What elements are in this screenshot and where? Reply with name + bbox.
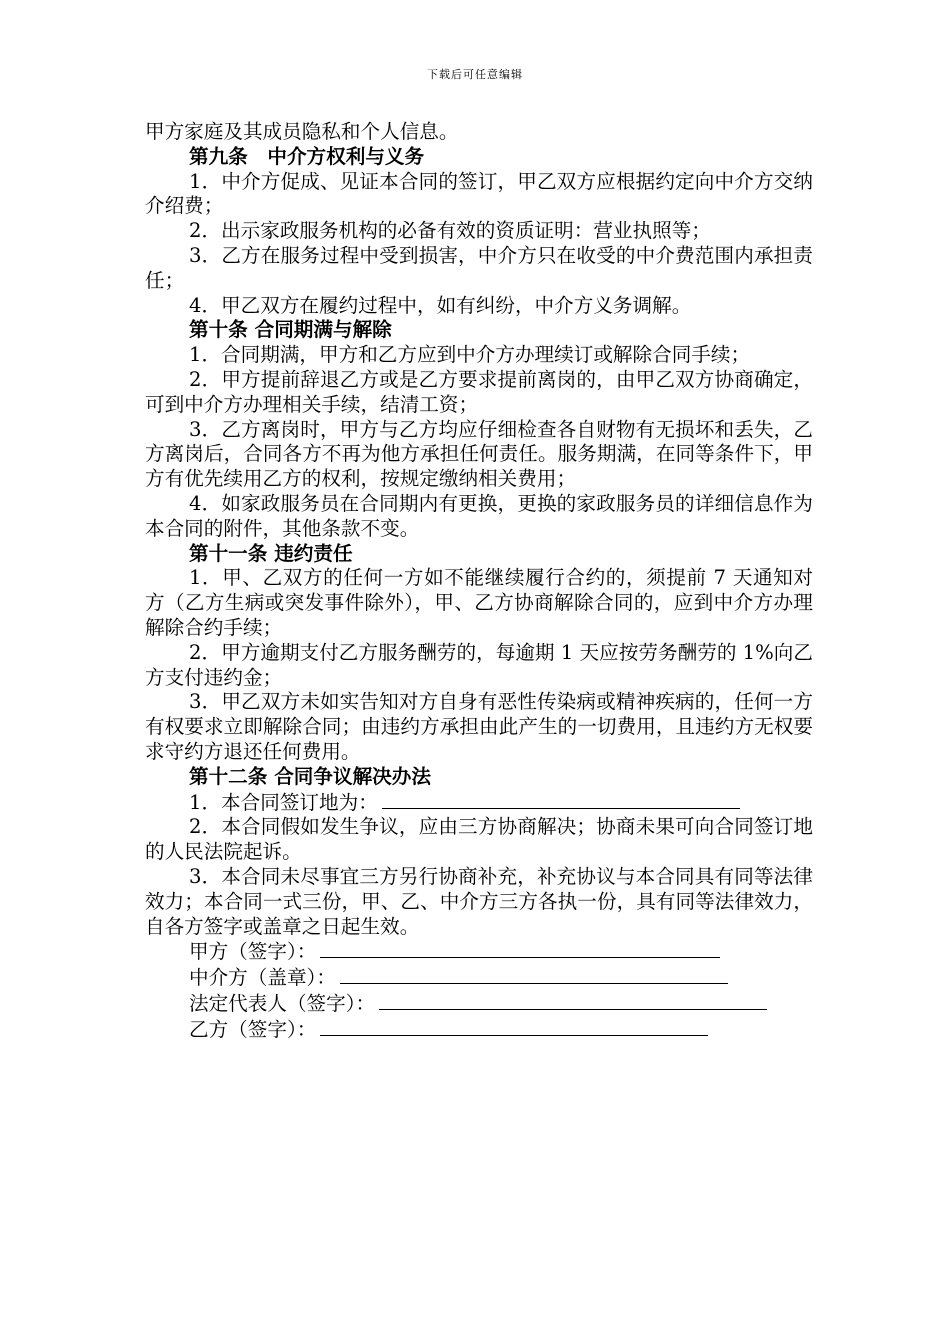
signing-place-blank[interactable] (382, 790, 740, 809)
section-heading: 第十二条 合同争议解决办法 (189, 764, 431, 788)
signature-line-party-a (145, 939, 813, 965)
clause: 2．甲方提前辞退乙方或是乙方要求提前离岗的，由甲乙双方协商确定，可到中介方办理相关手续，结清工资； (145, 367, 813, 416)
section-heading: 第十一条 违约责任 (189, 541, 353, 565)
clause: 1．中介方促成、见证本合同的签订，甲乙双方应根据约定向中介方交纳介绍费； (145, 169, 813, 218)
signature-label: 中介方（盖章）： (189, 966, 336, 990)
document-body (145, 120, 813, 1042)
signature-line-party-b (145, 1017, 813, 1043)
clause: 2．甲方逾期支付乙方服务酬劳的，每逾期 1 天应按劳务酬劳的 1%向乙方支付违约金； (145, 640, 813, 689)
signature-label: 乙方（签字）： (189, 1017, 317, 1041)
signature-label: 甲方（签字）： (189, 940, 317, 964)
page-header: 下载后可任意编辑 (427, 68, 523, 81)
clause: 3．乙方在服务过程中受到损害，中介方只在收受的中介费范围内承担责任； (145, 243, 813, 292)
clause: 1．甲、乙双方的任何一方如不能继续履行合约的，须提前 7 天通知对方（乙方生病或突发事件除外），甲、乙方协商解除合同的，应到中介方办理解除合约手续； (145, 566, 813, 639)
clause: 2．出示家政服务机构的必备有效的资质证明：营业执照等； (189, 219, 711, 243)
signature-line-agency (145, 965, 813, 991)
clause: 4．甲乙双方在履约过程中，如有纠纷，中介方义务调解。 (189, 293, 692, 317)
signing-place-label: 1．本合同签订地为： (189, 790, 378, 814)
signature-blank[interactable] (320, 939, 720, 958)
section-heading: 第九条 中介方权利与义务 (189, 144, 425, 168)
signature-blank[interactable] (379, 991, 767, 1010)
paragraph: 甲方家庭及其成员隐私和个人信息。 (145, 120, 459, 143)
section-heading: 第十条 合同期满与解除 (189, 318, 392, 342)
signature-blank[interactable] (320, 1017, 708, 1036)
signature-label: 法定代表人（签字）： (189, 991, 376, 1015)
signing-place-line (145, 790, 813, 816)
clause: 3．本合同未尽事宜三方另行协商补充，补充协议与本合同具有同等法律效力；本合同一式三份，甲、乙、中介方三方各执一份，具有同等法律效力，自各方签字或盖章之日起生效。 (145, 864, 813, 938)
clause: 3．乙方离岗时，甲方与乙方均应仔细检查各自财物有无损坏和丢失，乙方离岗后，合同各方不再为他方承担任何责任。服务期满，在同等条件下，甲方有优先续用乙方的权利，按规定缴纳相关费用； (145, 417, 813, 491)
clause: 4．如家政服务员在合同期内有更换，更换的家政服务员的详细信息作为本合同的附件，其他条款不变。 (145, 491, 813, 540)
clause: 2．本合同假如发生争议，应由三方协商解决；协商未果可向合同签订地的人民法院起诉。 (145, 815, 813, 864)
clause: 3．甲乙双方未如实告知对方自身有恶性传染病或精神疾病的，任何一方有权要求立即解除合同；由违约方承担由此产生的一切费用，且违约方无权要求守约方退还任何费用。 (145, 690, 813, 763)
clause: 1．合同期满，甲方和乙方应到中介方办理续订或解除合同手续； (189, 343, 751, 367)
signature-blank[interactable] (340, 965, 728, 984)
signature-line-legal-rep (145, 991, 813, 1017)
